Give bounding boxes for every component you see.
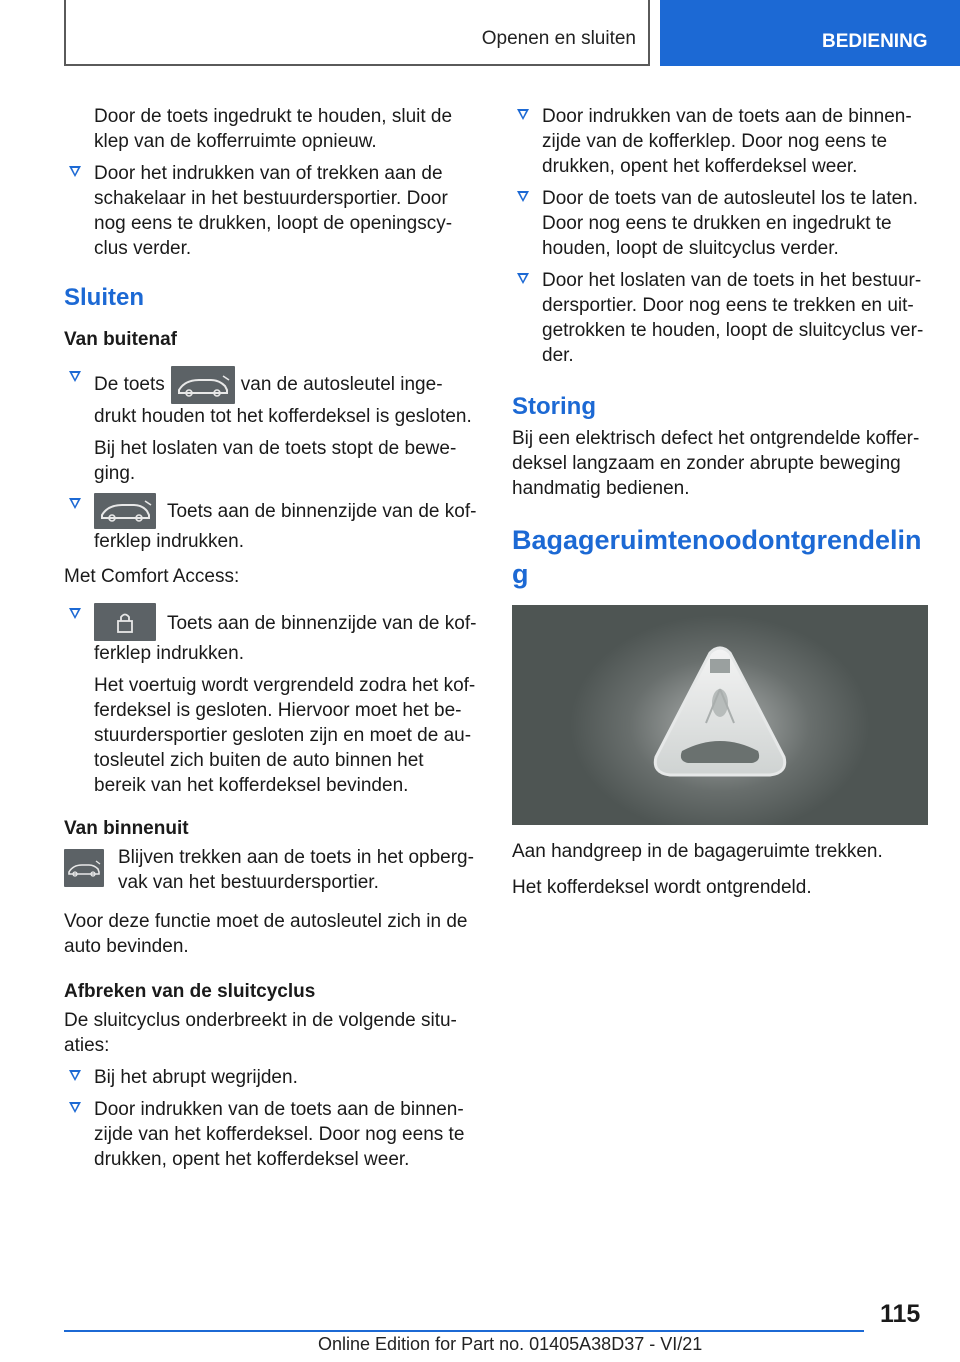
heading-van-buitenaf: Van buitenaf — [64, 329, 177, 350]
triangle-bullet-icon — [69, 608, 81, 619]
caption-ontgrendeld: Het kofferdeksel wordt ontgrendeld. — [512, 877, 812, 898]
header-section-box — [64, 0, 650, 66]
footer-rule — [64, 1330, 864, 1332]
right-column — [512, 104, 928, 907]
heading-sluiten: Sluiten — [64, 284, 145, 311]
bullet-r3 — [512, 268, 928, 368]
trunk-release-handle-photo — [512, 605, 928, 825]
bullet-r1 — [512, 104, 928, 179]
triangle-bullet-icon — [517, 191, 529, 202]
car-trunk-key-icon — [94, 493, 156, 529]
car-trunk-key-icon — [171, 366, 235, 404]
heading-van-binnenuit: Van binnenuit — [64, 818, 189, 839]
triangle-bullet-icon — [69, 371, 81, 382]
bullet-abrupt — [64, 1065, 480, 1090]
binnenuit-text: Blijven trekken aan de toets in het opberg-vak van het bestuurdersportier. — [118, 847, 474, 893]
voor-deze-para: Voor deze functie moet de autosleutel zich in de auto bevinden. — [64, 911, 468, 957]
header-section-title: Openen en sluiten — [481, 28, 636, 49]
triangle-bullet-icon — [517, 109, 529, 120]
page-number: 115 — [880, 1300, 921, 1328]
heading-afbreken: Afbreken van de sluitcyclus — [64, 981, 316, 1002]
footer-edition: Online Edition for Part no. 01405A38D37 - VI/21 — [318, 1334, 703, 1354]
triangle-bullet-icon — [69, 1070, 81, 1081]
bullet-indrukken — [64, 1097, 480, 1172]
afbreken-para: De sluitcyclus onderbreekt in de volgende situ-aties: — [64, 1010, 457, 1056]
bullet-lock-button-text: Toets aan de binnenzijde van de kof-ferklep indrukken. — [94, 613, 477, 664]
bullet-abrupt-text: Bij het abrupt wegrijden. — [94, 1067, 298, 1088]
bullet-switch-text: Door het indrukken van of trekken aan de schakelaar in het bestuurdersportier. Door nog eens te drukken, loopt de openingscy-clus verder. — [94, 163, 453, 259]
caption-handgreep: Aan handgreep in de bagageruimte trekken. — [512, 841, 883, 862]
bullet-key-toets — [64, 366, 480, 486]
comfort-access-label: Met Comfort Access: — [64, 566, 240, 587]
triangle-bullet-icon — [69, 1102, 81, 1113]
bullet-inner-button — [64, 493, 480, 554]
bullet-r3-text: Door het loslaten van de toets in het bestuur-dersportier. Door nog eens te trekken en uit-getrokken te houden, loopt de sluitcyclus ver-der. — [542, 270, 924, 366]
heading-storing: Storing — [512, 393, 596, 420]
bullet-key-post: van de autosleutel inge-drukt houden tot het kofferdeksel is gesloten. — [94, 374, 472, 427]
bullet-indrukken-text: Door indrukken van de toets aan de binnen-zijde van het kofferdeksel. Door nog eens te drukken, opent het kofferdeksel weer. — [94, 1099, 465, 1170]
lock-key-icon — [94, 603, 156, 641]
triangle-bullet-icon — [517, 273, 529, 284]
bullet-lock-para: Het voertuig wordt vergrendeld zodra het kof-ferdeksel is gesloten. Hiervoor moet het be-stuurdersportier gesloten zijn en moet de au-tosleutel zich buiten de auto binnen het bereik van het kofferdeksel bevinden. — [94, 675, 476, 796]
bullet-key-para: Bij het loslaten van de toets stopt de bewe-ging. — [94, 438, 457, 484]
bullet-inner-button-text: Toets aan de binnenzijde van de kof-ferklep indrukken. — [94, 501, 477, 552]
triangle-bullet-icon — [69, 166, 81, 177]
continued-paragraph: Door de toets ingedrukt te houden, sluit de klep van de kofferruimte opnieuw. — [94, 106, 453, 152]
bullet-switch — [64, 161, 480, 261]
triangle-bullet-icon — [69, 498, 81, 509]
bullet-r1-text: Door indrukken van de toets aan de binnen-zijde van de kofferklep. Door nog eens te drukken, opent het kofferdeksel weer. — [542, 106, 912, 177]
bullet-r2-text: Door de toets van de autosleutel los te laten. Door nog eens te drukken en ingedrukt te houden, loopt de sluitcyclus verder. — [542, 188, 919, 259]
bullet-r2 — [512, 186, 928, 261]
heading-bagageruimte: Bagageruimtenoodontgrendeling — [512, 525, 922, 589]
left-column — [64, 104, 480, 1179]
binnenuit-row — [64, 845, 480, 895]
header-chapter-tab: BEDIENING — [660, 0, 960, 66]
bullet-key-pre: De toets — [94, 374, 165, 395]
storing-para: Bij een elektrisch defect het ontgrendelde koffer-deksel langzaam en zonder abrupte beweging handmatig bedienen. — [512, 428, 920, 499]
car-trunk-key-icon — [64, 849, 104, 887]
bullet-lock-button — [64, 603, 480, 798]
